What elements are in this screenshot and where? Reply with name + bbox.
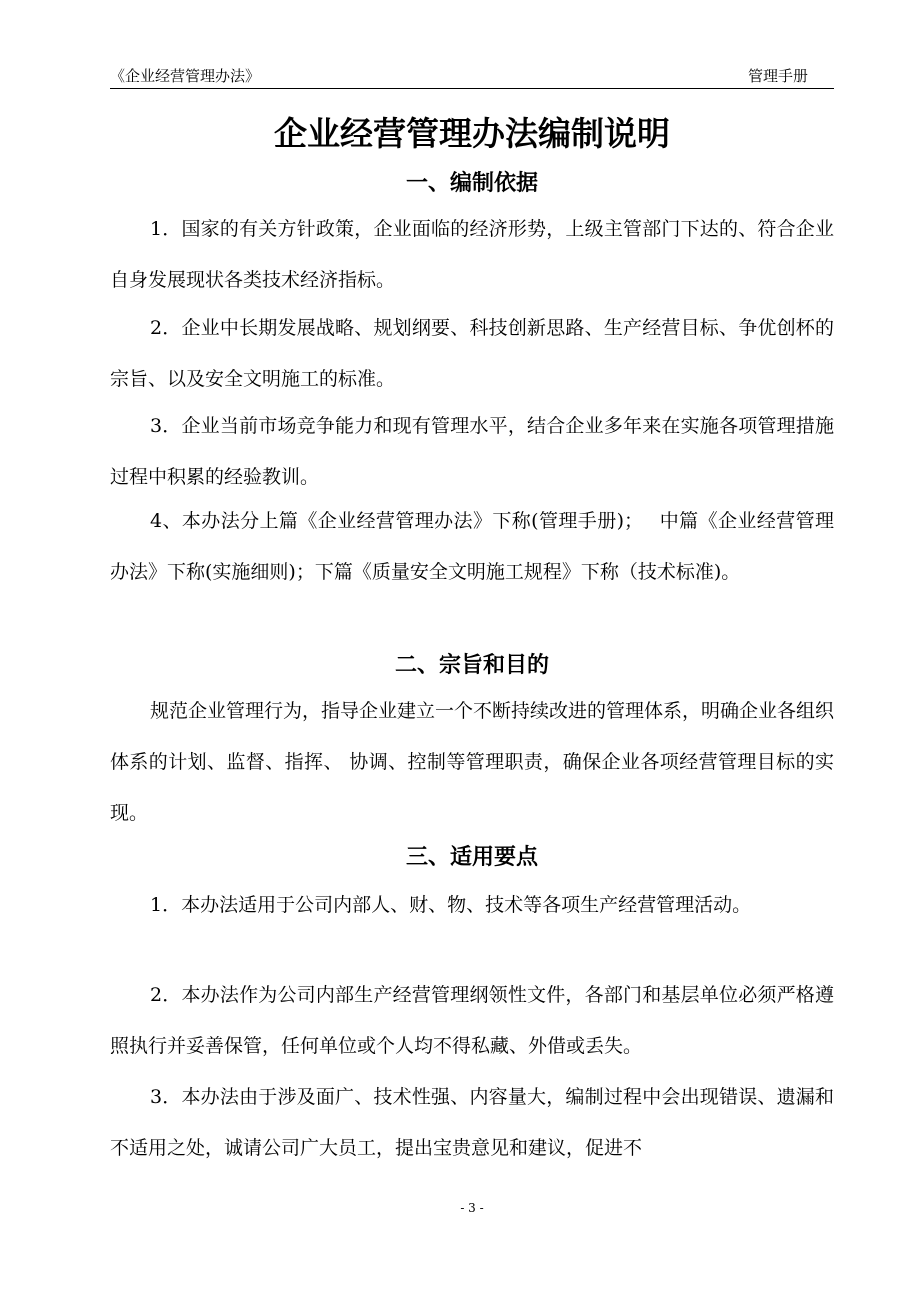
header-document-title: 《企业经营管理办法》 [110,67,261,85]
paragraph-application-2: 2．本办法作为公司内部生产经营管理纲领性文件，各部门和基层单位必须严格遵照执行并妥善保管，任何单位或个人均不得私藏、外借或丢失。 [110,984,834,1057]
page-title: 企业经营管理办法编制说明 [274,114,670,153]
header-manual-label: 管理手册 [747,67,808,85]
paragraph-basis-1: 1．国家的有关方针政策，企业面临的经济形势，上级主管部门下达的、符合企业自身发展现状各类技术经济指标。 [110,218,834,291]
paragraph-application-1: 1．本办法适用于公司内部人、财、物、技术等各项生产经营管理活动。 [150,894,752,916]
paragraph-basis-2: 2．企业中长期发展战略、规划纲要、科技创新思路、生产经营目标、争优创杯的宗旨、以及安全文明施工的标准。 [110,317,834,390]
section-heading-application: 三、适用要点 [405,844,538,870]
paragraph-application-3: 3．本办法由于涉及面广、技术性强、内容量大，编制过程中会出现错误、遗漏和不适用之处，诚请公司广大员工，提出宝贵意见和建议，促进不 [110,1086,834,1159]
page-number: - 3 - [460,1201,484,1215]
section-heading-purpose: 二、宗旨和目的 [394,652,549,678]
running-header [110,66,834,88]
header-divider [110,88,834,89]
paragraph-purpose-1: 规范企业管理行为，指导企业建立一个不断持续改进的管理体系，明确企业各组织体系的计划、监督、指挥、 协调、控制等管理职责，确保企业各项经营管理目标的实现。 [110,700,835,824]
section-heading-basis: 一、编制依据 [405,170,538,196]
paragraph-basis-3: 3．企业当前市场竞争能力和现有管理水平，结合企业多年来在实施各项管理措施过程中积累的经验教训。 [110,415,834,488]
paragraph-basis-4: 4、本办法分上篇《企业经营管理办法》下称(管理手册)； 中篇《企业经营管理办法》下称(实施细则)；下篇《质量安全文明施工规程》下称（技术标准)。 [110,510,834,583]
